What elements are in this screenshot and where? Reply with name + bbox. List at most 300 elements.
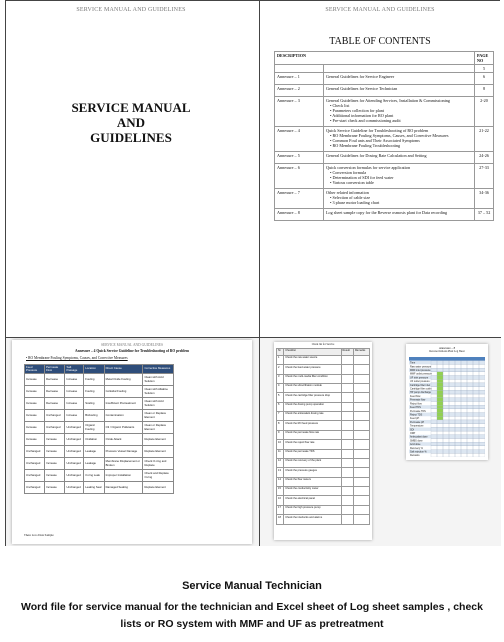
logsheet-cell[interactable] (431, 416, 437, 420)
logsheet-row-label: HP pump discharge (410, 391, 431, 395)
logsheet-cell[interactable] (443, 394, 449, 398)
troubleshoot-cell: Replace Element (143, 446, 174, 458)
logsheet-cell[interactable] (461, 387, 467, 391)
troubleshoot-footnote: There is no Data Sample (24, 533, 54, 537)
logsheet-cell[interactable] (443, 453, 449, 457)
troubleshoot-row (25, 410, 174, 422)
logsheet-cell[interactable] (461, 409, 467, 413)
checklist-row (277, 374, 370, 383)
logsheet-cell[interactable] (431, 394, 437, 398)
logsheet-row-label: UF outlet pressure (410, 380, 430, 384)
logsheet-cell[interactable] (479, 424, 485, 428)
troubleshoot-cell: O-ring Leak (84, 470, 104, 482)
troubleshoot-cell: Oxidation (84, 434, 104, 446)
logsheet-cell[interactable] (455, 446, 461, 450)
logsheet-cell[interactable] (449, 416, 455, 420)
logsheet-cell[interactable] (461, 453, 467, 457)
logsheet-cell[interactable] (443, 379, 449, 383)
troubleshoot-cell: Leakage (84, 446, 104, 458)
logsheet-row-label: Feed flow (410, 394, 421, 398)
logsheet-cell[interactable] (443, 446, 449, 450)
checklist-remarks-cell[interactable] (353, 421, 369, 430)
logsheet-cell[interactable] (449, 379, 455, 383)
logsheet-cell[interactable] (467, 387, 473, 391)
checklist-remarks-cell[interactable] (353, 496, 369, 505)
checklist-result-cell[interactable] (341, 440, 353, 449)
logsheet-cell[interactable] (455, 401, 461, 405)
logsheet-row-band (409, 361, 485, 365)
checklist-row (277, 393, 370, 402)
logsheet-cell[interactable] (467, 446, 473, 450)
troubleshoot-row (25, 458, 174, 470)
troubleshoot-cell: Decrease (45, 386, 65, 398)
checklist-remarks-cell[interactable] (353, 355, 369, 364)
checklist-result-cell[interactable] (341, 393, 353, 402)
troubleshoot-cell: Unchanged (25, 470, 45, 482)
logsheet-cell[interactable] (437, 413, 443, 417)
checklist-item: Check the electrical panel (284, 496, 341, 505)
logsheet-cell[interactable] (431, 409, 437, 413)
logsheet-cell[interactable] (437, 431, 443, 435)
logsheet-cell[interactable] (437, 398, 443, 402)
logsheet-cell[interactable] (479, 364, 485, 368)
logsheet-cell[interactable] (467, 364, 473, 368)
checklist-result-cell[interactable] (341, 496, 353, 505)
checklist-remarks-cell[interactable] (353, 383, 369, 392)
logsheet-cell[interactable] (473, 379, 479, 383)
logsheet-cell[interactable] (443, 364, 449, 368)
checklist-remarks-cell[interactable] (353, 365, 369, 374)
toc-page: 5 (475, 65, 494, 73)
logsheet-cell[interactable] (443, 372, 449, 376)
logsheet-grid (409, 357, 485, 457)
logsheet-row-label: Permeate TDS (410, 409, 426, 413)
checklist-result-cell[interactable] (341, 365, 353, 374)
troubleshoot-cell: Check and Replace O-ring (143, 470, 174, 482)
checklist-item: Check the antiscalant dosing rate (284, 412, 341, 421)
checklist-remarks-cell[interactable] (353, 449, 369, 458)
logsheet-cell[interactable] (431, 379, 437, 383)
logsheet-cell[interactable] (443, 387, 449, 391)
toc-subitem: • Conversion formula (326, 170, 472, 175)
troubleshoot-cell: Increase (45, 458, 65, 470)
troubleshoot-table (24, 364, 174, 494)
logsheet-cell[interactable] (443, 409, 449, 413)
logsheet-cell[interactable] (479, 394, 485, 398)
logsheet-cell[interactable] (449, 372, 455, 376)
toc-row (275, 73, 494, 85)
troubleshoot-cell: Increase (25, 434, 45, 446)
troubleshoot-running-header: SERVICE MANUAL AND GUIDELINES (101, 343, 163, 347)
logsheet-cell[interactable] (467, 453, 473, 457)
logsheet-cell[interactable] (467, 416, 473, 420)
logsheet-row-label: Feed TDS (410, 406, 421, 410)
logsheet-cell[interactable] (443, 424, 449, 428)
logsheet-cell[interactable] (437, 409, 443, 413)
checklist-result-cell[interactable] (341, 383, 353, 392)
checklist-remarks-cell[interactable] (353, 374, 369, 383)
checklist-number: 6 (277, 402, 284, 411)
troubleshoot-cell: Clean with Acid Solution (143, 398, 174, 410)
logsheet-cell[interactable] (467, 431, 473, 435)
checklist-result-cell[interactable] (341, 477, 353, 486)
logsheet-cell[interactable] (443, 431, 449, 435)
logsheet-cell[interactable] (449, 446, 455, 450)
logsheet-cell[interactable] (473, 453, 479, 457)
logsheet-cell[interactable] (461, 379, 467, 383)
troubleshoot-page[interactable] (12, 340, 252, 544)
checklist-column-header: Result (341, 349, 353, 356)
logsheet-cell[interactable] (431, 453, 437, 457)
toc-subitem: • RO Membrane Fouling Symptoms, Causes, and Corrective Measures (326, 133, 472, 138)
checklist-item: Check the permeate TDS (284, 449, 341, 458)
toc-page: 27-33 (475, 164, 494, 189)
logsheet-cell[interactable] (479, 372, 485, 376)
logsheet-page[interactable] (406, 344, 488, 460)
logsheet-cell[interactable] (449, 401, 455, 405)
logsheet-row-label: SMBS dose (410, 439, 423, 443)
checklist-remarks-cell[interactable] (353, 440, 369, 449)
troubleshoot-cell: Organic Fouling (84, 422, 104, 434)
troubleshoot-cell: Scaling (84, 398, 104, 410)
preview-collage (5, 0, 500, 546)
logsheet-cell[interactable] (455, 409, 461, 413)
troubleshoot-cell: Membrane Displacement or Broken (104, 458, 143, 470)
toc-subitem: • Check list (326, 103, 472, 108)
cover-title-line: SERVICE MANUAL (71, 100, 191, 115)
logsheet-cell[interactable] (479, 387, 485, 391)
logsheet-cell[interactable] (467, 424, 473, 428)
checklist-number: 3 (277, 374, 284, 383)
logsheet-cell[interactable] (431, 438, 437, 442)
troubleshoot-cell: Unchanged (65, 458, 84, 470)
logsheet-cell[interactable] (455, 416, 461, 420)
logsheet-cell[interactable] (449, 424, 455, 428)
logsheet-cell[interactable] (437, 394, 443, 398)
logsheet-cell[interactable] (461, 416, 467, 420)
logsheet-cell[interactable] (455, 364, 461, 368)
toc-subitem: • Selection of cable size (326, 195, 472, 200)
logsheet-cell[interactable] (473, 416, 479, 420)
logsheet-cell[interactable] (479, 453, 485, 457)
troubleshoot-cell: Decrease (45, 374, 65, 386)
logsheet-cell[interactable] (473, 424, 479, 428)
checklist-row (277, 421, 370, 430)
logsheet-cell[interactable] (437, 379, 443, 383)
checklist-number: 4 (277, 383, 284, 392)
checklist-page[interactable] (274, 342, 372, 540)
troubleshoot-row (25, 434, 174, 446)
logsheet-cell[interactable] (449, 431, 455, 435)
logsheet-cell[interactable] (431, 364, 437, 368)
toc-row (275, 152, 494, 164)
logsheet-cell[interactable] (467, 379, 473, 383)
logsheet-row-label: Permeate flow (410, 398, 426, 402)
running-header: SERVICE MANUAL AND GUIDELINES (325, 7, 435, 13)
troubleshoot-column-header: Feed Pressure (25, 365, 45, 374)
checklist-item: Check the recovery of the plant (284, 458, 341, 467)
troubleshoot-row (25, 446, 174, 458)
logsheet-cell[interactable] (461, 372, 467, 376)
logsheet-cell[interactable] (431, 446, 437, 450)
logsheet-cell[interactable] (437, 446, 443, 450)
checklist-row (277, 355, 370, 364)
logsheet-cell[interactable] (473, 364, 479, 368)
checklist-remarks-cell[interactable] (353, 412, 369, 421)
logsheet-row-label: Feed pH (410, 417, 420, 421)
checklist-item: Check the interlocks and alarms (284, 515, 341, 524)
logsheet-cell[interactable] (479, 438, 485, 442)
checklist-result-cell[interactable] (341, 449, 353, 458)
toc-description (324, 85, 475, 97)
logsheet-cell[interactable] (455, 453, 461, 457)
checklist-remarks-cell[interactable] (353, 515, 369, 524)
logsheet-cell[interactable] (479, 401, 485, 405)
checklist-item: Check the dosing pump operation (284, 402, 341, 411)
logsheet-header-band (409, 357, 485, 361)
checklist-row (277, 402, 370, 411)
troubleshoot-cell: Fouling (84, 386, 104, 398)
checklist-remarks-cell[interactable] (353, 430, 369, 439)
troubleshoot-cell: Increase (45, 434, 65, 446)
checklist-remarks-cell[interactable] (353, 393, 369, 402)
logsheet-cell[interactable] (473, 401, 479, 405)
logsheet-cell[interactable] (449, 453, 455, 457)
logsheet-cell[interactable] (431, 431, 437, 435)
troubleshoot-cell: Fouling (84, 374, 104, 386)
checklist-column-header: Remarks (353, 349, 369, 356)
checklist-number: 5 (277, 393, 284, 402)
toc-subitem: • RO Membrane Fouling Troubleshooting (326, 143, 472, 148)
logsheet-row-label: Recovery % (410, 446, 423, 450)
logsheet-cell[interactable] (437, 383, 443, 387)
checklist-remarks-cell[interactable] (353, 458, 369, 467)
troubleshoot-cell: Colloidal Fouling (104, 386, 143, 398)
logsheet-cell[interactable] (449, 409, 455, 413)
troubleshoot-cell: Increase (25, 422, 45, 434)
toc-annex: Annexure – 2 (275, 85, 324, 97)
logsheet-row-label: Cartridge filter inlet (410, 383, 431, 387)
logsheet-cell[interactable] (443, 401, 449, 405)
logsheet-cell[interactable] (437, 453, 443, 457)
logsheet-cell[interactable] (437, 416, 443, 420)
logsheet-cell[interactable] (455, 387, 461, 391)
troubleshoot-cell: Unchanged (25, 458, 45, 470)
checklist-result-cell[interactable] (341, 402, 353, 411)
checklist-remarks-cell[interactable] (353, 402, 369, 411)
checklist-row (277, 383, 370, 392)
toc-description-text: General Guidelines for Service Technician (326, 86, 398, 91)
logsheet-cell[interactable] (437, 372, 443, 376)
toc-col-description: DESCRIPTION (275, 52, 475, 65)
toc-page[interactable] (260, 1, 500, 337)
logsheet-row-label: Permeate pH (410, 420, 425, 424)
troubleshoot-cell: Contamination (104, 410, 143, 422)
logsheet-cell[interactable] (473, 446, 479, 450)
checklist-row (277, 505, 370, 514)
logsheet-cell[interactable] (449, 387, 455, 391)
checklist-number: 10 (277, 440, 284, 449)
logsheet-cell[interactable] (443, 438, 449, 442)
toc-row (275, 189, 494, 209)
logsheet-cell[interactable] (461, 364, 467, 368)
checklist-row (277, 468, 370, 477)
checklist-item: Check the high pressure pump (284, 505, 341, 514)
logsheet-cell[interactable] (437, 390, 443, 394)
checklist-number: 7 (277, 412, 284, 421)
toc-row (275, 127, 494, 152)
logsheet-cell[interactable] (431, 424, 437, 428)
logsheet-cell[interactable] (473, 394, 479, 398)
logsheet-cell[interactable] (449, 394, 455, 398)
logsheet-cell[interactable] (437, 438, 443, 442)
logsheet-cell[interactable] (467, 372, 473, 376)
cover-title-line: GUIDELINES (90, 130, 172, 145)
logsheet-cell[interactable] (455, 379, 461, 383)
toc-annex: Annexure – 5 (275, 152, 324, 164)
checklist-result-cell[interactable] (341, 430, 353, 439)
checklist-result-cell[interactable] (341, 468, 353, 477)
checklist-number: 8 (277, 421, 284, 430)
caption-title: Service Manual Technician (182, 580, 322, 592)
troubleshoot-cell: Decrease (45, 398, 65, 410)
troubleshoot-cell: Increase (25, 386, 45, 398)
logsheet-row-label: Remarks (410, 454, 420, 457)
checklist-number: 1 (277, 355, 284, 364)
toc-description-text: Quick conversion formulas for service application (326, 165, 411, 170)
troubleshoot-cell: Damaged Sealing (104, 482, 143, 494)
logsheet-cell[interactable] (461, 438, 467, 442)
troubleshoot-cell: Unchanged (65, 446, 84, 458)
checklist-item: Check the reject flow rate (284, 440, 341, 449)
checklist-number: 15 (277, 487, 284, 496)
logsheet-cell[interactable] (437, 364, 443, 368)
checklist-remarks-cell[interactable] (353, 487, 369, 496)
checklist-number: 16 (277, 496, 284, 505)
logsheet-cell[interactable] (467, 438, 473, 442)
checklist-remarks-cell[interactable] (353, 477, 369, 486)
logsheet-cell[interactable] (461, 401, 467, 405)
checklist-result-cell[interactable] (341, 487, 353, 496)
logsheet-cell[interactable] (449, 438, 455, 442)
toc-subitem: • Pre-start check and commissioning audit (326, 118, 472, 123)
logsheet-cell[interactable] (437, 387, 443, 391)
logsheet-cell[interactable] (437, 424, 443, 428)
logsheet-row-label: Temperature (410, 424, 424, 428)
toc-page: 2-20 (475, 97, 494, 127)
logsheet-cell[interactable] (431, 387, 437, 391)
logsheet-cell[interactable] (467, 401, 473, 405)
checklist-result-cell[interactable] (341, 458, 353, 467)
logsheet-cell[interactable] (479, 379, 485, 383)
logsheet-cell[interactable] (467, 409, 473, 413)
logsheet-cell[interactable] (467, 394, 473, 398)
toc-description-text: Log sheet sample copy for the Reverse osmosis plant for Data recording (326, 210, 448, 215)
checklist-result-cell[interactable] (341, 505, 353, 514)
toc-row (275, 85, 494, 97)
troubleshoot-cell: Leakage (84, 458, 104, 470)
logsheet-cell[interactable] (479, 431, 485, 435)
logsheet-row-label: Reject TDS (410, 413, 423, 417)
logsheet-cell[interactable] (455, 394, 461, 398)
logsheet-row-label: ORP (410, 431, 416, 435)
logsheet-cell[interactable] (437, 401, 443, 405)
logsheet-cell[interactable] (461, 394, 467, 398)
logsheet-cell[interactable] (473, 387, 479, 391)
troubleshoot-cell: Insufficient Pretreatment (104, 398, 143, 410)
troubleshoot-cell: Increase (45, 482, 65, 494)
toc-annex: Annexure – 6 (275, 164, 324, 189)
checklist-row (277, 365, 370, 374)
checklist-item: Check the permeate flow rate (284, 430, 341, 439)
troubleshoot-cell: Metal Oxide Fouling (104, 374, 143, 386)
logsheet-cell[interactable] (461, 431, 467, 435)
toc-page: 21-22 (475, 127, 494, 152)
logsheet-cell[interactable] (473, 372, 479, 376)
logsheet-cell[interactable] (461, 424, 467, 428)
toc-description (324, 65, 475, 73)
troubleshoot-cell: Biofouling (84, 410, 104, 422)
logsheet-cell[interactable] (473, 438, 479, 442)
checklist-result-cell[interactable] (341, 421, 353, 430)
toc-page: 6 (475, 73, 494, 85)
logsheet-cell[interactable] (455, 438, 461, 442)
troubleshoot-cell: Replace Element (143, 434, 174, 446)
troubleshoot-subtitle: • RO Membrane Fouling Symptoms, Causes, and Corrective Measures (26, 356, 128, 360)
logsheet-cell[interactable] (479, 416, 485, 420)
troubleshoot-row (25, 422, 174, 434)
checklist-result-cell[interactable] (341, 412, 353, 421)
checklist-remarks-cell[interactable] (353, 505, 369, 514)
toc-description-text: Other related information (326, 190, 369, 195)
checklist-result-cell[interactable] (341, 515, 353, 524)
logsheet-row-label: Raw water pressure (410, 365, 432, 369)
checklist-row (277, 496, 370, 505)
checklist-result-cell[interactable] (341, 355, 353, 364)
logsheet-cell[interactable] (455, 431, 461, 435)
logsheet-cell[interactable] (449, 364, 455, 368)
toc-title: TABLE OF CONTENTS (329, 36, 431, 47)
checklist-remarks-cell[interactable] (353, 468, 369, 477)
logsheet-cell[interactable] (455, 424, 461, 428)
logsheet-cell[interactable] (455, 372, 461, 376)
logsheet-cell[interactable] (437, 376, 443, 380)
logsheet-cell[interactable] (437, 405, 443, 409)
logsheet-cell[interactable] (473, 431, 479, 435)
logsheet-cell[interactable] (443, 416, 449, 420)
logsheet-cell[interactable] (473, 409, 479, 413)
checklist-number: 9 (277, 430, 284, 439)
toc-subitem: • Common Foul ants and Their Associated Symptoms (326, 138, 472, 143)
checklist-item: Check the cartridge filter pressure drop (284, 393, 341, 402)
checklist-number: 14 (277, 477, 284, 486)
checklist-item: Check the feed water pressure (284, 365, 341, 374)
toc-row (275, 65, 494, 73)
toc-subitem: • Various conversion table (326, 180, 472, 185)
checklist-result-cell[interactable] (341, 374, 353, 383)
logsheet-row-label: Antiscalant dose (410, 435, 428, 439)
troubleshoot-column-header: Permeate Flow (45, 365, 65, 374)
logsheet-cell[interactable] (479, 446, 485, 450)
logsheet-row-label: MMF outlet pressure (410, 372, 432, 376)
troubleshoot-cell: Unchanged (25, 446, 45, 458)
cover-page[interactable] (6, 1, 256, 335)
toc-subitem: • Determination of SDI for feed water (326, 175, 472, 180)
logsheet-cell[interactable] (479, 409, 485, 413)
troubleshoot-cell: Unchanged (45, 410, 65, 422)
logsheet-cell[interactable] (461, 446, 467, 450)
logsheet-cell[interactable] (431, 401, 437, 405)
